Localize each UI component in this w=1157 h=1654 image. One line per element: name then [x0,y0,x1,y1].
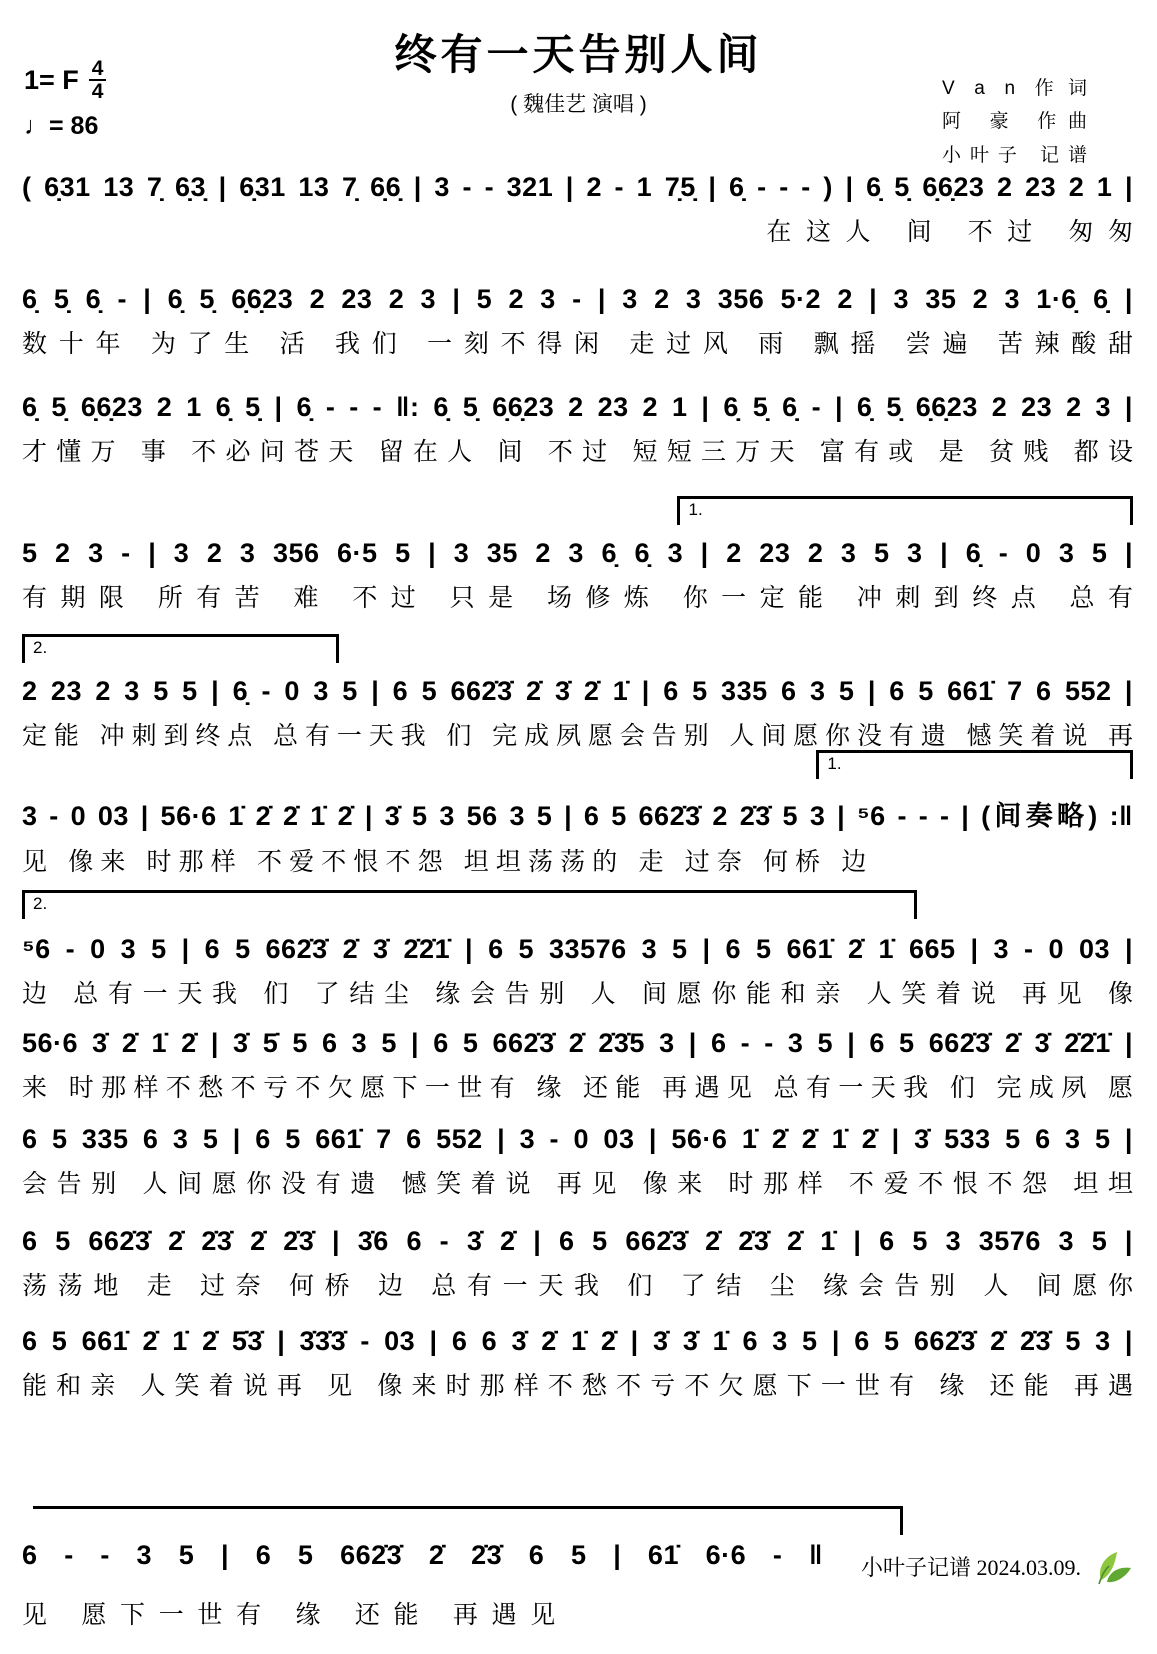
volta-label: 1. [688,500,703,519]
notation-line: 6 5 335 6 3 5 | 6 5 661̇ 7 6 552 | 3 - 0 03 | 56·6 1̇ 2̇ 2̇ 1̇ 2̇ | 3̇ 533 5 6 3 5 | [22,1124,1133,1154]
ending-bracket [33,1506,903,1535]
lyricist-credit: V a n 作词 [942,78,1087,99]
lyrics-line: 能和亲 人笑着说再 见 像来时那样不愁不亏不欠愿下一世有 缘 还能 再遇 [22,1372,1133,1400]
key-signature [24,58,106,102]
music-system-3 [22,392,1133,468]
lyrics-line: 有期限 所有苦 难 不过 只是 场修炼 你一定能 冲刺到终点 总有 [22,584,1133,612]
music-system-8 [22,1028,1133,1104]
volta-bracket-1 [677,496,1133,525]
music-system-9 [22,1124,1133,1200]
lyrics-line: 会告别 人间愿你没有遗 憾笑着说 再见 像来 时那样 不爱不恨不怨 坦坦 [22,1170,1133,1198]
notation-line: 6̣ 5̣ 6̣ - | 6̣ 5̣ 6̣6̣23 2 23 2 3 | 5 2 3 - | 3 2 3 356 5·2 2 | 3 35 2 3 1·6̣ 6̣ | [22,284,1133,314]
leaf-icon [1087,1546,1133,1586]
notation-line: 6̣ 5̣ 6̣6̣23 2 1 6̣ 5̣ | 6̣ - - - ‖: 6̣ 5̣ 6̣6̣23 2 23 2 1 | 6̣ 5̣ 6̣ - | 6̣ 5̣ 6̣6̣23 2 23 2 3 | [22,392,1133,422]
key-label: 1= F [24,64,79,95]
tempo-marking [24,112,98,141]
notation-line: 6 - - 3 5 | 6 5 662̇3̇ 2̇ 2̇3̇ 6 5 | 61̇ 6·6 - ‖ [22,1540,823,1570]
time-signature-bottom: 4 [91,80,104,103]
composer-credit: 阿 豪 作曲 [942,111,1087,133]
volta-label: 2. [33,894,48,913]
music-system-1 [22,172,1133,248]
notation-line: 6 5 662̇3̇ 2̇ 2̇3̇ 2̇ 2̇3̇ | 3̇6 6 - 3̇ 2̇ | 6 5 662̇3̇ 2̇ 2̇3̇ 2̇ 1̇ | 6 5 3 3576 3 5 | [22,1226,1133,1256]
transcriber-credit: 小叶子 记谱 [942,144,1087,166]
notation-line: 6 5 661̇ 2̇ 1̇ 2̇ 5̇3̇ | 3̇3̇3̇ - 03 | 6 6 3̇ 2̇ 1̇ 2̇ | 3̇ 3̇ 1̇ 6 3 5 | 6 5 662̇3̇ 2̇ 2̇3̇ 5 3 | [22,1326,1133,1356]
lyrics-line: 边 总有一天我 们 了结尘 缘会告别 人 间愿你能和亲 人笑着说 再见 像 [22,980,1133,1008]
notation-line: 2 23 2 3 5 5 | 6̣ - 0 3 5 | 6 5 662̇3̇ 2̇ 3̇ 2̇ 1̇ | 6 5 335 6 3 5 | 6 5 661̇ 7 6 552 | [22,676,1133,706]
footer-credit-text: 小叶子记谱 2024.03.09. [860,1554,1081,1580]
music-system-12 [22,1540,1133,1631]
volta-label [33,1509,900,1510]
tempo-value: = 86 [49,112,99,140]
music-system-10 [22,1226,1133,1302]
quarter-note-icon: ♩ [24,112,49,140]
volta-label: 2. [33,638,48,657]
lyrics-line: 见 像来 时那样 不爱不恨不怨 坦坦荡荡的 走 过奈 何桥 边 [22,848,867,876]
music-system-6 [22,754,1133,878]
notation-line: 3 - 0 03 | 56·6 1̇ 2̇ 2̇ 1̇ 2̇ | 3̇ 5 3 56 3 5 | 6 5 662̇3̇ 2 2̇3̇ 5 3 | ⁵6 - - - | (间奏略) :‖ [22,801,1133,831]
lyrics-line: 来 时那样不愁不亏不欠愿下一世有 缘 还能 再遇见 总有一天我 们 完成夙 愿 [22,1074,1133,1102]
volta-bracket-4 [22,890,917,919]
lyrics-line: 见 愿下一世有 缘 还能 再遇见 [22,1601,556,1629]
volta-bracket-2 [22,634,339,663]
lyrics-line: 数十年 为了生 活 我们 一刻不得闲 走过风 雨 飘摇 尝遍 苦辣酸甜 [22,330,1133,358]
lyrics-line: 荡荡地 走 过奈 何桥 边 总有一天我 们 了结 尘 缘会告别 人 间愿你 [22,1272,1133,1300]
notation-line: ⁵6 - 0 3 5 | 6 5 662̇3̇ 2̇ 3̇ 2̇2̇1̇ | 6 5 33576 3 5 | 6 5 661̇ 2̇ 1̇ 665 | 3 - 0 03 | [22,934,1133,964]
notation-line: ( 6̣31 13 7̣ 6̣3̣ | 6̣31 13 7̣ 6̣6̣ | 3 - - 321 | 2 - 1 7̣5̣ | 6̣ - - - ) | 6̣ 5̣ 6̣6̣23 2 23 2 1 | [22,172,1133,202]
time-signature-top: 4 [89,58,107,81]
music-system-11 [22,1326,1133,1402]
music-system-2 [22,284,1133,360]
notation-line: 56·6 3̇ 2̇ 1̇ 2̇ | 3̇ 5̇ 5 6 3 5 | 6 5 662̇3̇ 2̇ 2̇3̇5 3 | 6 - - 3 5 | 6 5 662̇3̇ 2̇ 3̇ 2̇2̇1̇ | [22,1028,1133,1058]
music-system-7 [22,894,1133,1010]
music-system-5 [22,638,1133,752]
lyrics-line: 定能 冲刺到终点 总有一天我 们 完成夙愿会告别 人间愿你没有遗 憾笑着说 再 [22,722,1133,750]
song-title: 终有一天告别人间 [394,31,763,78]
lyrics-line: 才懂万 事 不必问苍天 留在人 间 不过 短短三万天 富有或 是 贫贱 都设 [22,438,1133,466]
volta-label: 1. [827,754,842,773]
lyrics-line: 在这人 间 不过 匆匆 [766,218,1133,246]
notation-line: 5 2 3 - | 3 2 3 356 6·5 5 | 3 35 2 3 6̣ 6̣ 3 | 2 23 2 3 5 3 | 6̣ - 0 3 5 | [22,538,1133,568]
volta-bracket-3 [816,750,1133,779]
music-system-4 [22,500,1133,614]
performer-subtitle: ( 魏佳艺 演唱 ) [510,93,647,116]
credits-block [942,72,1087,172]
footer-credit [861,1546,1133,1586]
time-signature [89,58,107,102]
